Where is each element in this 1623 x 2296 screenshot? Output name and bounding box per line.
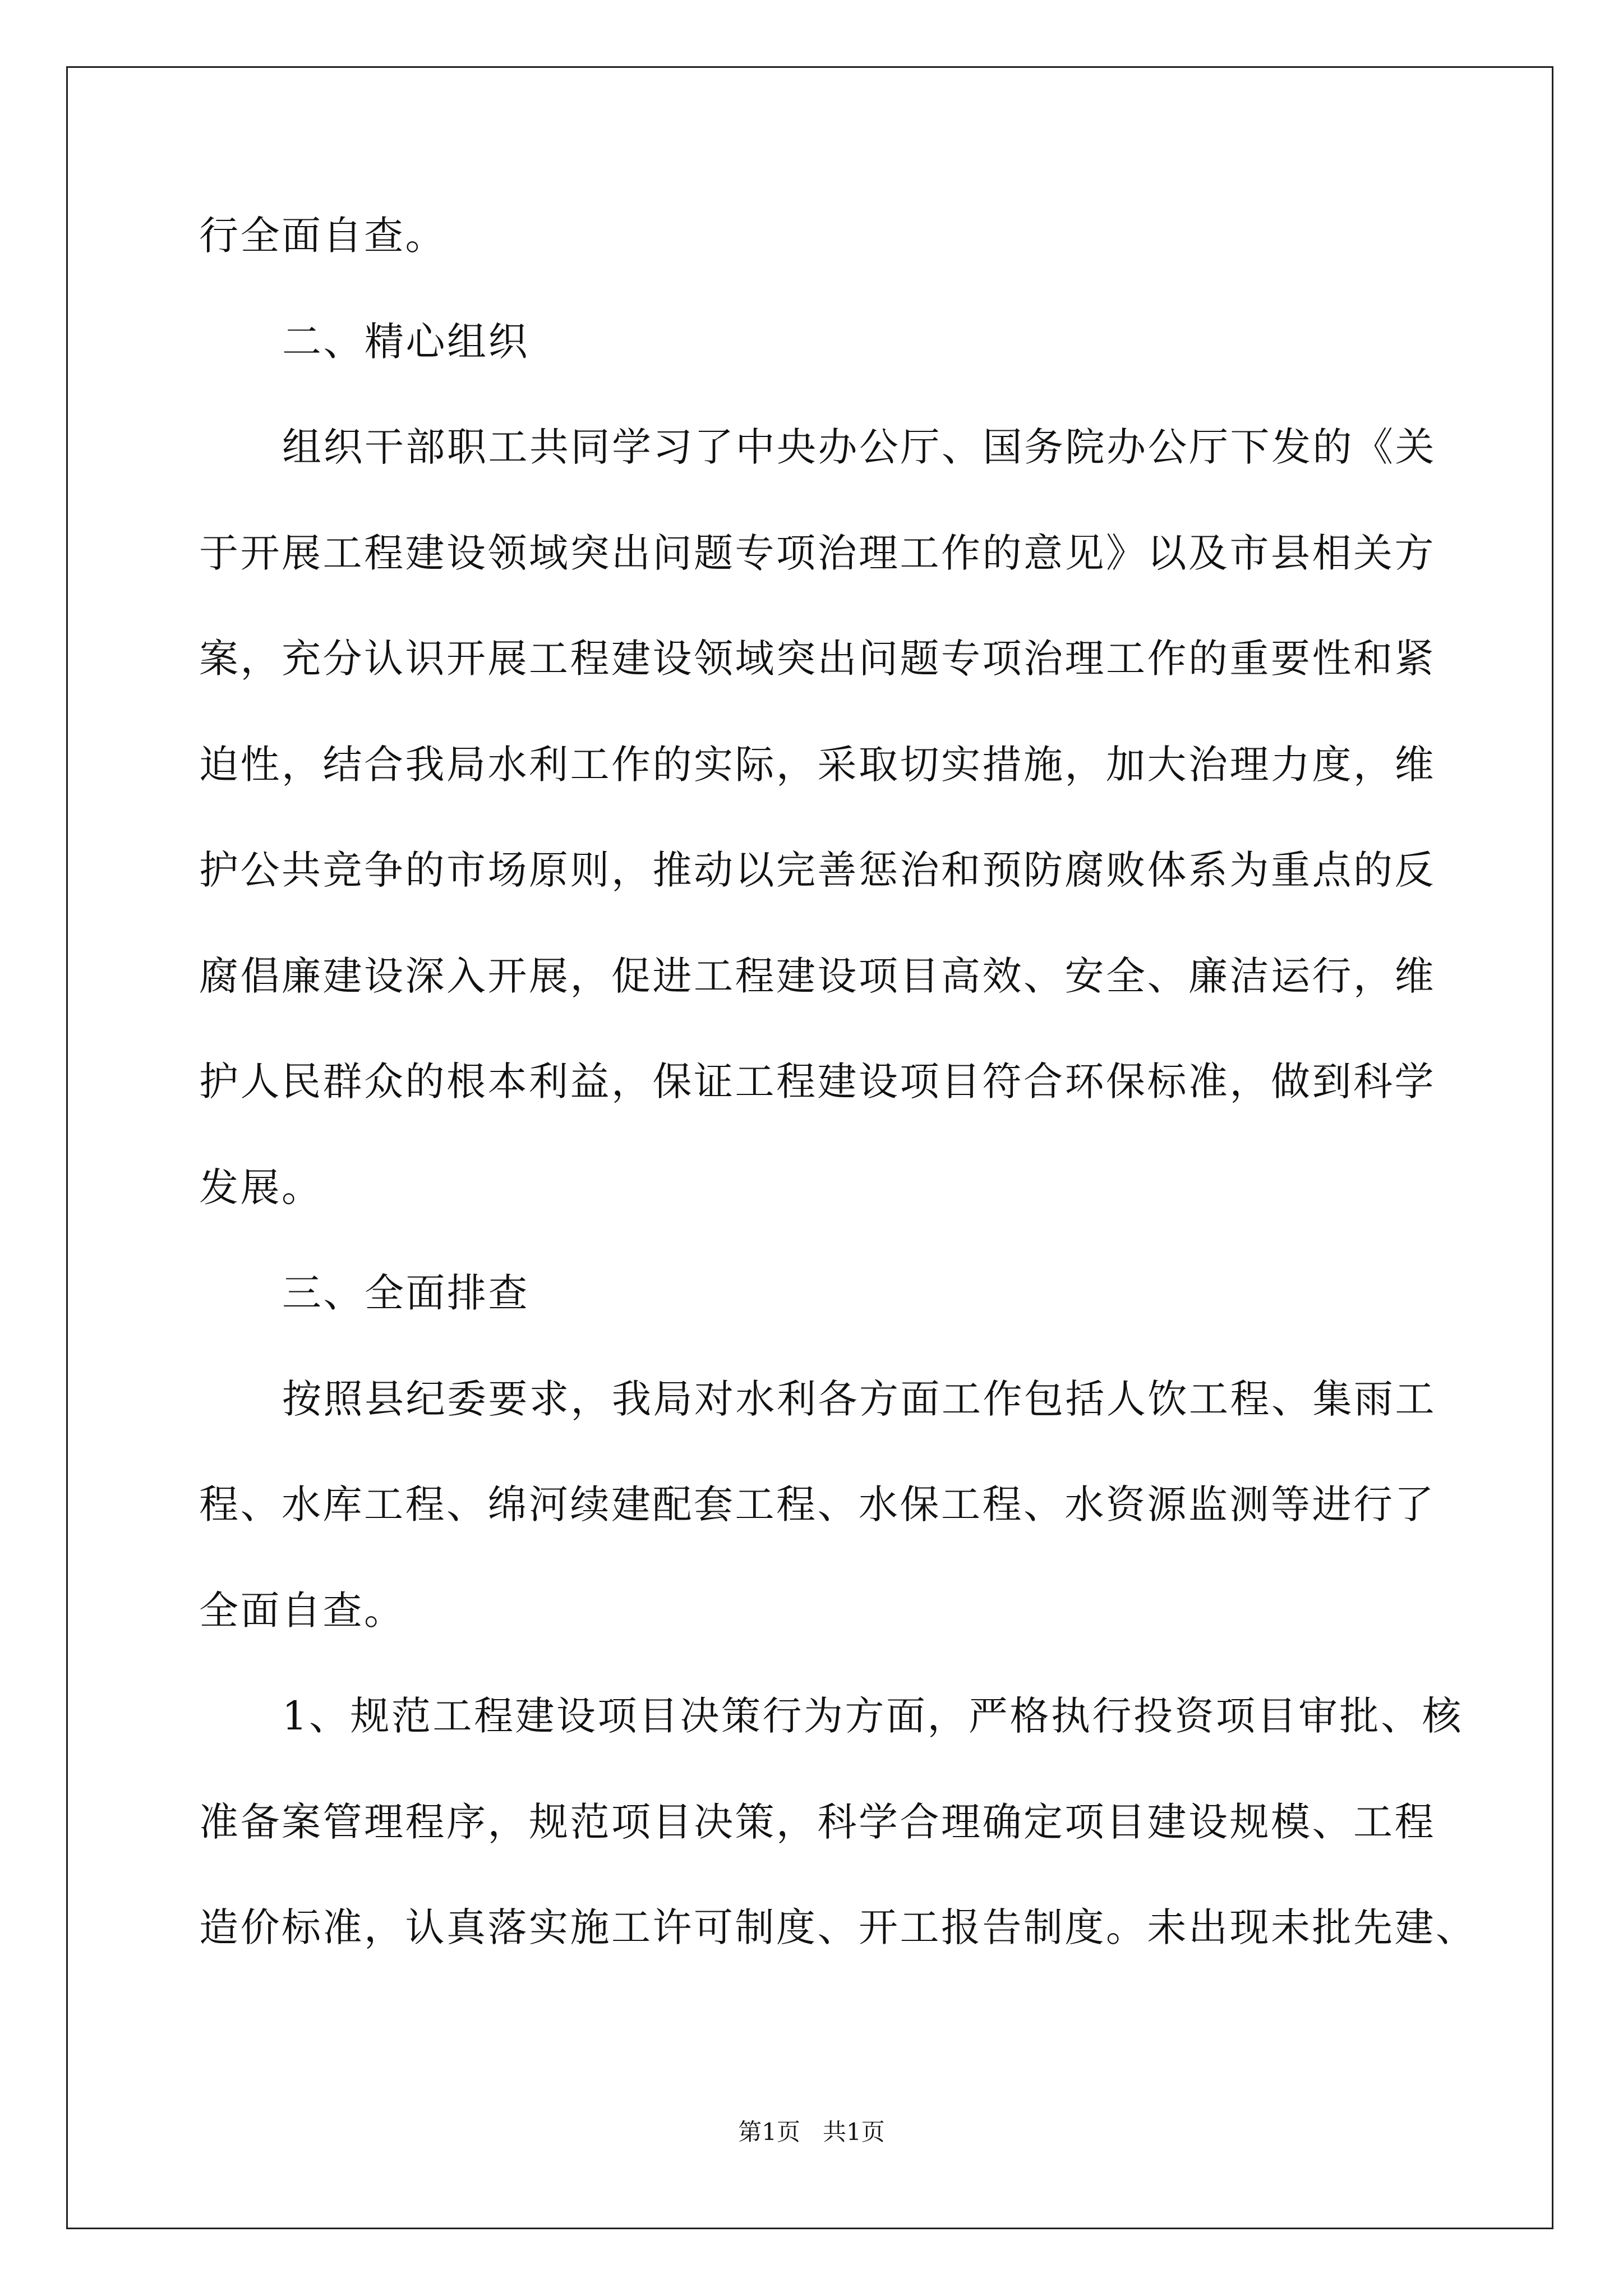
document-body <box>199 206 1477 2004</box>
section-heading: 二、精心组织 <box>282 318 529 365</box>
text-line: 1、规范工程建设项目决策行为方面，严格执行投资项目审批、核 <box>282 1693 1464 1739</box>
text-line: 造价标准，认真落实施工许可制度、开工报告制度。未出现未批先建、 <box>199 1904 1477 1950</box>
text-line: 准备案管理程序，规范项目决策，科学合理确定项目建设规模、工程 <box>199 1798 1436 1845</box>
text-line: 案，充分认识开展工程建设领域突出问题专项治理工作的重要性和紧 <box>199 636 1436 682</box>
text-line: 组织干部职工共同学习了中央办公厅、国务院办公厅下发的《关 <box>282 424 1436 470</box>
text-line: 护公共竞争的市场原则，推动以完善惩治和预防腐败体系为重点的反 <box>199 847 1436 893</box>
text-line: 腐倡廉建设深入开展，促进工程建设项目高效、安全、廉洁运行，维 <box>199 953 1436 999</box>
text-line: 发展。 <box>199 1164 323 1211</box>
page-number-footer: 第1页 共1页 <box>738 2118 885 2146</box>
text-line: 按照县纪委要求，我局对水利各方面工作包括人饮工程、集雨工 <box>282 1375 1436 1422</box>
text-line: 迫性，结合我局水利工作的实际，采取切实措施，加大治理力度，维 <box>199 741 1436 788</box>
text-line: 全面自查。 <box>199 1587 405 1634</box>
section-heading: 三、全面排查 <box>282 1270 529 1316</box>
text-line: 护人民群众的根本利益，保证工程建设项目符合环保标准，做到科学 <box>199 1059 1436 1105</box>
text-line: 程、水库工程、绵河续建配套工程、水保工程、水资源监测等进行了 <box>199 1481 1436 1527</box>
text-line: 于开展工程建设领域突出问题专项治理工作的意见》以及市县相关方 <box>199 530 1436 576</box>
text-line: 行全面自查。 <box>199 213 446 259</box>
